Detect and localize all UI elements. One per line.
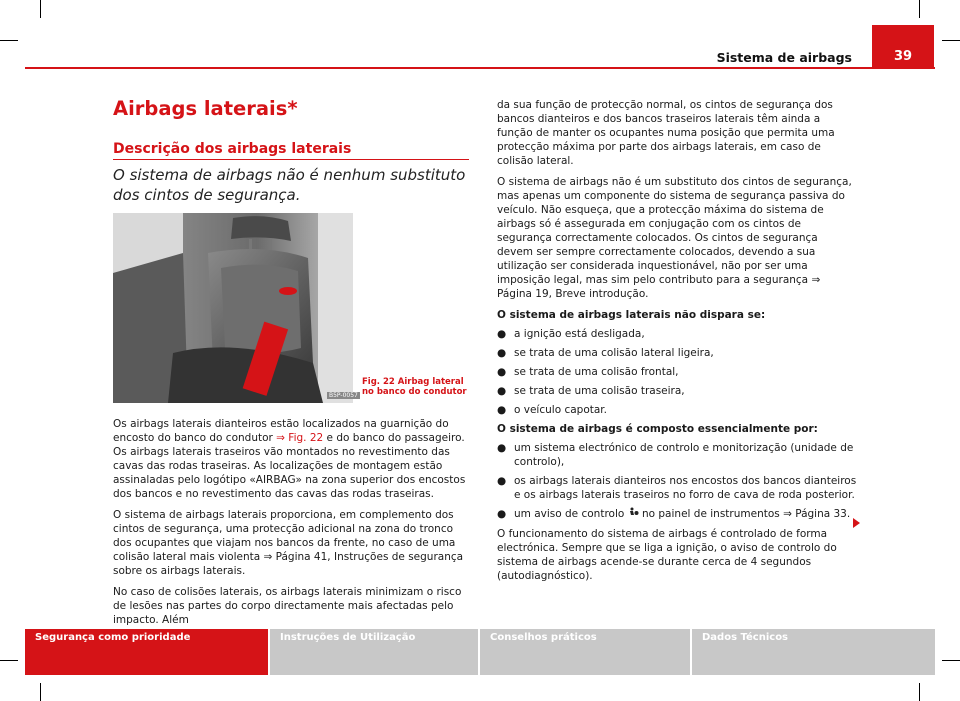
tab-conselhos[interactable]: Conselhos práticos (480, 629, 690, 675)
subheading-rule (113, 159, 469, 160)
paragraph: O funcionamento do sistema de airbags é controlado de forma electrónica. Sempre que se liga a ignição, o aviso de controlo do sistema de airbags acende-se durante cerca de 4 segundos (autodiagnóstico). (497, 528, 837, 582)
tab-seguranca[interactable]: Segurança como prioridade (25, 629, 268, 675)
bullet-icon: ● (497, 508, 507, 520)
crop-mark (40, 0, 41, 18)
list-item: ● um aviso de controlo no painel de instrumentos ⇒ Página 33. (497, 508, 851, 520)
paragraph: da sua função de protecção normal, os cintos de segurança dos bancos dianteiros e dos bancos traseiros laterais têm ainda a função de manter os ocupantes numa posição que permita uma protecção máxima por parte dos airbags laterais, em caso de colisão lateral. (497, 99, 835, 167)
header-rule (25, 67, 935, 69)
bullet-icon: ● (497, 404, 507, 416)
list-item: ● os airbags laterais dianteiros nos encostos dos bancos dianteiros e os airbags laterais traseiros no forro de cava de roda posterior. (497, 475, 857, 501)
bullet-icon: ● (497, 328, 507, 340)
paragraph: O sistema de airbags não é um substituto dos cintos de segurança, mas apenas um componente do sistema de segurança passiva do veículo. Não esqueça, que a protecção máxima do sistema de airbags só é assegurada em conjugação com os cintos de segurança correctamente colocados. Os cintos de segurança devem ser sempre correctamente colocados, devendo a sua utilização ser considerada inquestionável, não por ser uma imposição legal, mas sim pelo contributo para a segurança ⇒ Página 19, Breve introdução. (497, 176, 852, 300)
crop-mark (40, 683, 41, 701)
figure-reference-link[interactable]: ⇒ Fig. 22 (276, 432, 324, 444)
section-subheading: Descrição dos airbags laterais (113, 141, 352, 157)
airbag-warning-icon (628, 507, 639, 518)
lead-text: O sistema de airbags não é nenhum substituto dos cintos de segurança. (113, 166, 466, 204)
bullet-icon: ● (497, 442, 507, 454)
crop-mark (942, 660, 960, 661)
list-title: O sistema de airbags é composto essencialmente por: (497, 423, 818, 435)
list-item: ● se trata de uma colisão frontal, (497, 366, 679, 378)
bullet-icon: ● (497, 366, 507, 378)
list-item: ● se trata de uma colisão traseira, (497, 385, 685, 397)
chapter-tab-bar (25, 629, 935, 675)
list-item: ● se trata de uma colisão lateral ligeira, (497, 347, 714, 359)
crop-mark (919, 683, 920, 701)
list-item: ● o veículo capotar. (497, 404, 607, 416)
list-item: ● a ignição está desligada, (497, 328, 645, 340)
bullet-icon: ● (497, 347, 507, 359)
bullet-icon: ● (497, 385, 507, 397)
crop-mark (0, 660, 18, 661)
page-number: 39 (872, 25, 934, 69)
page-heading: Airbags laterais* (113, 97, 298, 120)
continue-arrow-icon (853, 518, 860, 528)
left-column (113, 417, 470, 634)
paragraph: No caso de colisões laterais, os airbags laterais minimizam o risco de lesões nas partes do corpo directamente mais afectadas pelo impacto. Além (113, 586, 462, 626)
figure-caption: Fig. 22 Airbag lateral no banco do condutor (362, 377, 467, 397)
crop-mark (0, 40, 18, 41)
right-column (497, 98, 857, 590)
figure-code: B5P-0057 (329, 392, 358, 399)
section-title: Sistema de airbags (716, 50, 852, 65)
tab-dados-tecnicos[interactable]: Dados Técnicos (692, 629, 935, 675)
list-item: ● um sistema electrónico de controlo e monitorização (unidade de controlo), (497, 442, 854, 468)
bullet-icon: ● (497, 475, 507, 487)
crop-mark (919, 0, 920, 18)
tab-instrucoes[interactable]: Instruções de Utilização (270, 629, 478, 675)
paragraph: Os airbags laterais dianteiros estão localizados na guarnição do encosto do banco do condutor ⇒ Fig. 22 e do banco do passageiro. Os airbags laterais traseiros vão montados no revestimento das cavas das rodas traseiras. As localizações de montagem estão assinaladas pelo logótipo «AIRBAG» na zona superior dos encostos dos bancos e no revestimento das cavas das rodas traseiras. (113, 418, 466, 500)
crop-mark (942, 40, 960, 41)
paragraph: O sistema de airbags laterais proporciona, em complemento dos cintos de segurança, uma protecção adicional na zona do tronco dos ocupantes que viajam nos bancos da frente, no caso de uma colisão lateral mais violenta ⇒ Página 41, Instruções de segurança sobre os airbags laterais. (113, 509, 464, 577)
seat-airbag-photo (113, 213, 353, 403)
list-title: O sistema de airbags laterais não dispara se: (497, 309, 766, 321)
